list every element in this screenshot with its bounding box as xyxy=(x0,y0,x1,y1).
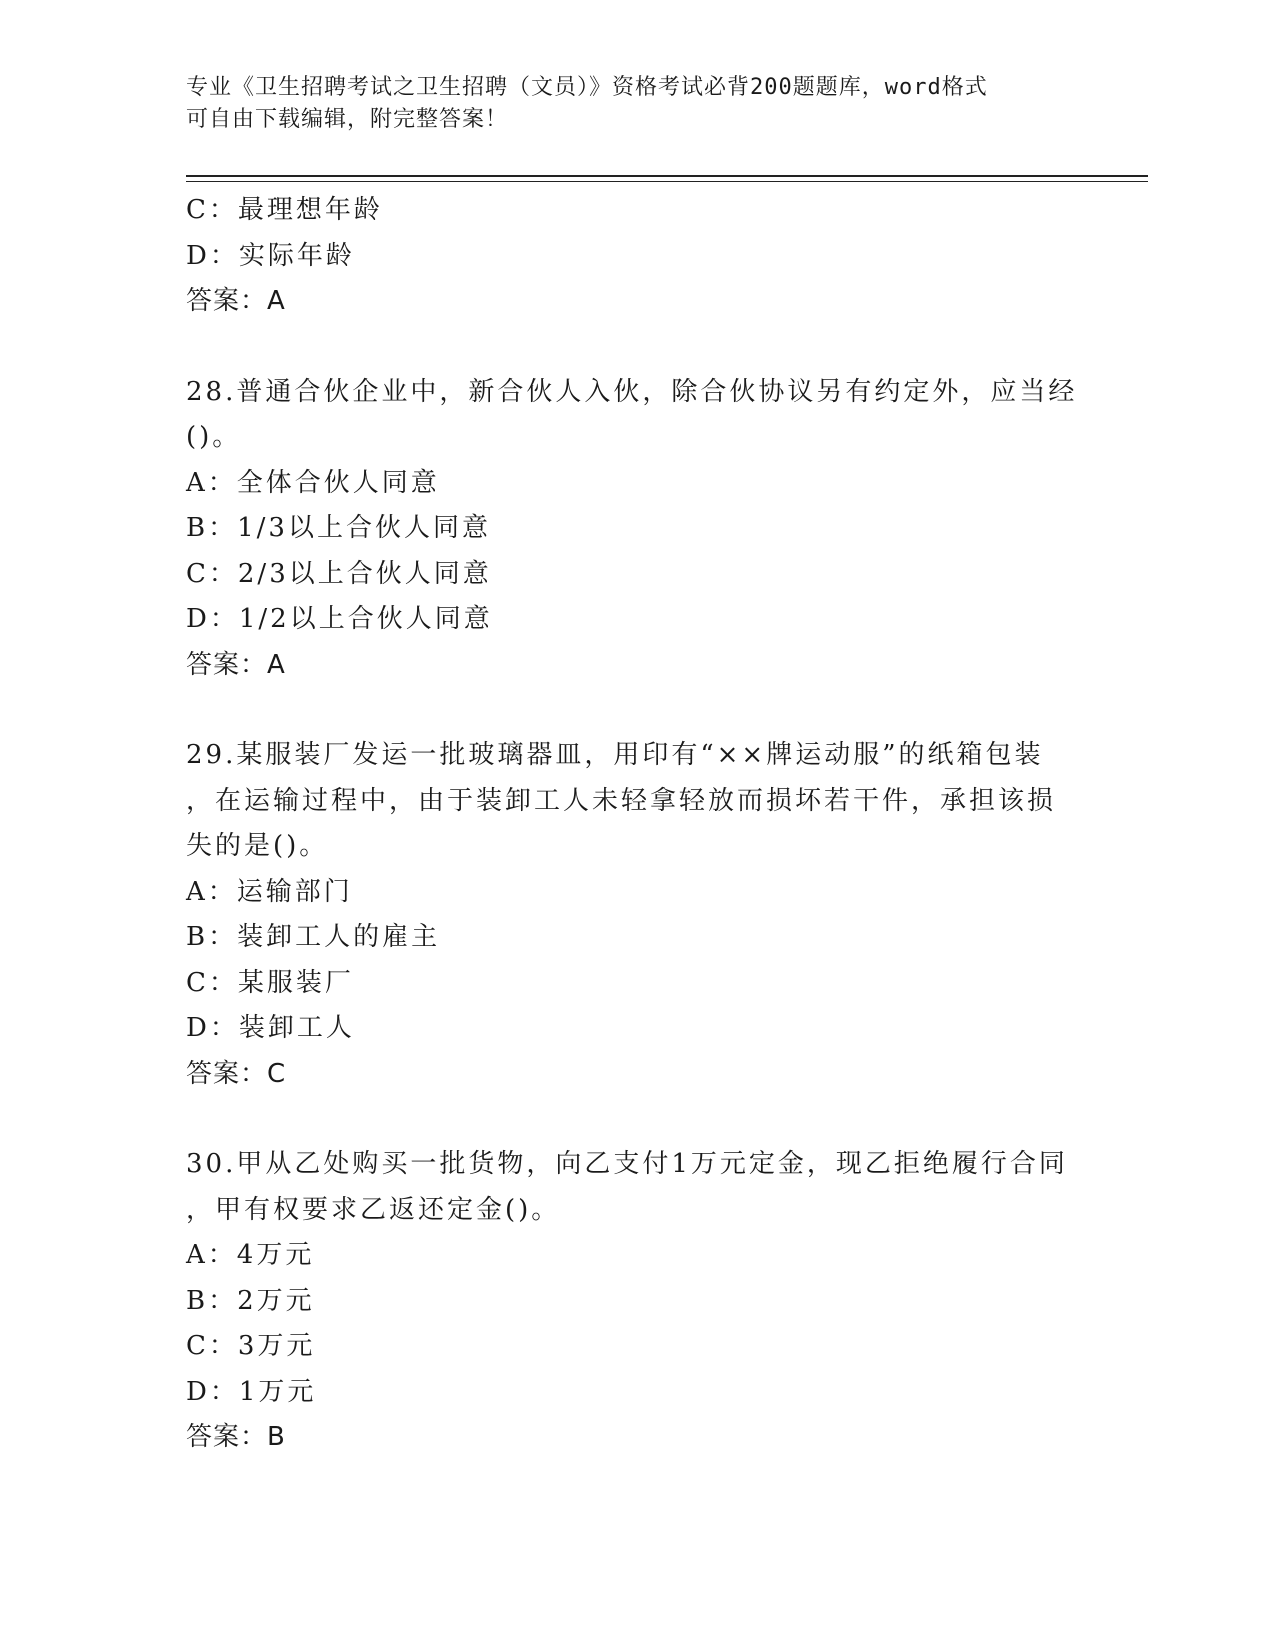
answer-line: 答案：C xyxy=(186,1058,287,1089)
option-b: B：装卸工人的雇主 xyxy=(186,922,441,952)
option-b: B：2万元 xyxy=(186,1285,315,1316)
question-30 xyxy=(186,1142,1086,1461)
option-a: A：运输部门 xyxy=(186,876,353,907)
option-a: A：4万元 xyxy=(186,1240,315,1270)
option-d: D：1万元 xyxy=(186,1376,317,1407)
answer-line: 答案：A xyxy=(186,286,286,316)
question-list xyxy=(186,188,1086,1461)
answer-line: 答案：B xyxy=(186,1422,286,1452)
option-c: C：某服装厂 xyxy=(186,967,354,998)
option-d: D：装卸工人 xyxy=(186,1013,355,1043)
option-b: B：1/3以上合伙人同意 xyxy=(186,513,491,543)
header-line-1: 专业《卫生招聘考试之卫生招聘（文员）》资格考试必背200题题库，word格式 xyxy=(186,75,988,100)
question-text: 28.普通合伙企业中，新合伙人入伙，除合伙协议另有约定外，应当经 xyxy=(186,376,1078,407)
document-header xyxy=(186,72,1066,136)
option-d: D：1/2以上合伙人同意 xyxy=(186,604,493,634)
question-28 xyxy=(186,370,1086,689)
header-rule-thin xyxy=(186,181,1148,182)
question-29 xyxy=(186,733,1086,1097)
option-c: C：最理想年龄 xyxy=(186,195,383,225)
header-line-2: 可自由下载编辑，附完整答案！ xyxy=(186,107,509,132)
previous-question-tail xyxy=(186,188,1086,325)
option-d: D：实际年龄 xyxy=(186,240,355,271)
question-text: ，甲有权要求乙返还定金()。 xyxy=(186,1194,561,1225)
question-text: 29.某服装厂发运一批玻璃器皿，用印有“××牌运动服”的纸箱包装 xyxy=(186,740,1044,770)
option-c: C：3万元 xyxy=(186,1331,316,1361)
question-text: ，在运输过程中，由于装卸工人未轻拿轻放而损坏若干件，承担该损 xyxy=(186,785,1057,816)
option-c: C：2/3以上合伙人同意 xyxy=(186,558,492,589)
question-text: 30.甲从乙处购买一批货物，向乙支付1万元定金，现乙拒绝履行合同 xyxy=(186,1149,1068,1179)
header-rule-thick xyxy=(186,175,1148,177)
question-text: ()。 xyxy=(186,422,242,452)
option-a: A：全体合伙人同意 xyxy=(186,467,440,498)
answer-line: 答案：A xyxy=(186,649,286,680)
question-text: 失的是()。 xyxy=(186,831,329,861)
